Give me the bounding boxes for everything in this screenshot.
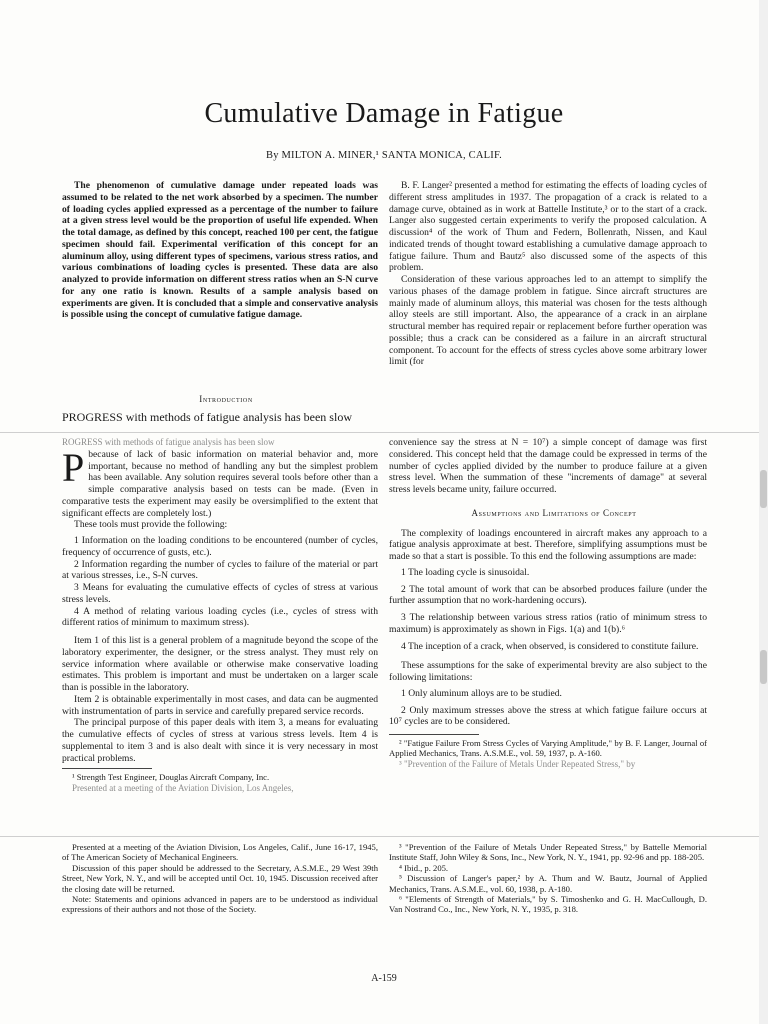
right-column-body <box>389 437 707 769</box>
introduction-heading-block <box>62 394 378 424</box>
right-paragraph-2-continued: convenience say the stress at N = 10⁷) a simple concept of damage was first considered. This concept held that the damage could be expressed in terms of the number of cycles applied divided by the number to produce failure at a given stress level. When the summation of these "increments of damage" at several stress levels became unity, failure occurred. <box>389 437 707 495</box>
intro-paragraph-1: Pbecause of lack of basic information on material behavior and, more important, because no method of handling any but the simplest problem has been available. Any solution requires several tools before other than a simple comparative analysis based on tests can be made. (Even in comparative tests the experiment may easily be oversimplified to the extent that significant effects are completely lost.) <box>62 444 378 519</box>
list-item: 1 Information on the loading conditions to be encountered (number of cycles, frequency of occurrence of gusts, etc.). <box>62 535 378 558</box>
intro-paragraph-4: Item 2 is obtainable experimentally in most cases, and data can be augmented with instrumentation of parts in service and carefully prepared service records. <box>62 693 378 717</box>
intro-ghost-line: ROGRESS with methods of fatigue analysis has been slow <box>62 437 275 447</box>
footnote-5: ⁵ Discussion of Langer's paper,² by A. Thum and W. Bautz, Journal of Applied Mechanics, Trans. A.S.M.E., vol. 60, 1938, p. A-180. <box>389 873 707 894</box>
footnote-4: ⁴ Ibid., p. 205. <box>399 862 449 873</box>
section-heading-assumptions: Assumptions and Limitations of Concept <box>471 507 637 518</box>
right-paragraph-3: The complexity of loadings encountered in aircraft makes any approach to a fatigue analysis approximate at best. Therefore, simplifying assumptions must be made so that a start is possible. To this end the following assumptions are made: <box>389 527 707 562</box>
right-footnotes <box>389 738 707 769</box>
right-column-top <box>389 180 707 368</box>
footnote-ghost-line: ³ "Prevention of the Failure of Metals Under Repeated Stress," by <box>399 758 636 769</box>
scrollbar-thumb[interactable] <box>760 650 767 684</box>
list-item: 3 The relationship between various stress ratios (ratio of minimum stress to maximum) is approximately as shown in Figs. 1(a) and 1(b).⁶ <box>389 612 707 635</box>
scan-seam-2 <box>0 836 768 837</box>
introduction-body <box>62 437 378 793</box>
society-note: Note: Statements and opinions advanced in papers are to be understood as individual expressions of their authors and not those of the Society. <box>62 894 378 915</box>
intro-paragraph-5: The principal purpose of this paper deals with item 3, a means for evaluating the cumulative effects of cycles of stress at various stress levels. Item 4 is supplemental to item 3 and is also dealt with since it is very necessary in most practical problems. <box>62 717 378 764</box>
left-footnotes <box>62 772 378 793</box>
right-footnotes-continued <box>389 842 707 915</box>
list-item: 4 A method of relating various loading cycles (i.e., cycles of stress with different ratios of minimum to maximum stress). <box>62 605 378 629</box>
discussion-note: Discussion of this paper should be addressed to the Secretary, A.S.M.E., 29 West 39th Street, New York, N. Y., and will be accepted until Oct. 10, 1945. Discussion received after the closing date will be returned. <box>62 862 378 894</box>
intro-paragraph-2: These tools must provide the following: <box>74 519 228 531</box>
footnote-1: ¹ Strength Test Engineer, Douglas Aircraft Company, Inc. <box>72 772 270 783</box>
scan-seam-1 <box>0 432 768 433</box>
presented-note: Presented at a meeting of the Aviation Division, Los Angeles, Calif., June 16-17, 1945, of The American Society of Mechanical Engineers. <box>62 842 378 863</box>
paper-title: Cumulative Damage in Fatigue <box>204 98 564 129</box>
right-paragraph-4: These assumptions for the sake of experimental brevity are also subject to the following limitations: <box>389 660 707 683</box>
abstract <box>62 180 378 321</box>
left-footnotes-continued <box>62 842 378 915</box>
list-item: 1 Only aluminum alloys are to be studied. <box>401 687 562 699</box>
author-byline: By MILTON A. MINER,¹ SANTA MONICA, CALIF. <box>265 150 503 161</box>
tools-list <box>62 535 378 629</box>
intro-paragraph-3: Item 1 of this list is a general problem of a magnitude beyond the scope of the laboratory experimenter, the designer, or the stress analyst. They must rely on service information where available or otherwise make conservative loading estimates. This problem is important and must be undertaken on a larger scale than is possible in the laboratory. <box>62 635 378 693</box>
assumptions-list <box>389 567 707 653</box>
footnote-2: ² "Fatigue Failure From Stress Cycles of Varying Amplitude," by B. F. Langer, Journal of Applied Mechanics, Trans. A.S.M.E., vol. 59, 1937, p. A-160. <box>389 738 707 759</box>
list-item: 3 Means for evaluating the cumulative effects of cycles of stress at various stress levels. <box>62 582 378 605</box>
footnote-rule-right <box>389 734 479 735</box>
footnote-6: ⁶ "Elements of Strength of Materials," by S. Timoshenko and G. H. MacCullough, D. Van Nostrand Co., Inc., New York, N. Y., 1935, p. 318. <box>389 894 707 915</box>
list-item: 2 Only maximum stresses above the stress at which fatigue failure occurs at 10⁷ cycles are to be considered. <box>389 704 707 728</box>
scrollbar-thumb[interactable] <box>760 470 767 508</box>
limitations-list <box>389 688 707 728</box>
abstract-text: The phenomenon of cumulative damage under repeated loads was assumed to be related to the net work absorbed by a specimen. The number of loading cycles applied expressed as a percentage of the number to failure at a given stress level would be the proportion of useful life expended. When the total damage, as defined by this concept, reached 100 per cent, the fatigue specimen should fail. Experimental verification of this concept for an aluminum alloy, using different types of specimens, various stress ratios, and various combinations of loading cycles is presented. These data are also analyzed to provide information on different stress ratios when an S-N curve for any one ratio is known. Results of a sample analysis based on experiments are given. It is concluded that a simple and conservative analysis is possible using the concept of cumulative fatigue damage. <box>62 180 378 321</box>
right-paragraph-2: Consideration of these various approaches led to an attempt to simplify the various phases of the damage problem in fatigue. Since aircraft structures are mainly made of aluminum alloys, this material was chosen for the tests although alloy steels are still important. Also, the appearance of a crack in an airplane structural member has required repair or replacement before further operation was possible; thus a crack can be considered as a failure in an aircraft structural component. To account for the effects of stress cycles above some arbitrary lower limit (for <box>389 274 707 368</box>
drop-cap: P <box>62 444 85 490</box>
right-paragraph-1: B. F. Langer² presented a method for estimating the effects of loading cycles of different stress amplitudes in 1937. The propagation of a crack is related to a damage curve, obtained as in work at Battelle Institute,³ or to the start of a crack. Langer also suggested certain experiments to verify the proposed calculation. A discussion⁴ of the work of Thum and Federn, Bollenrath, Nissen, and Kaul indicated trends of thought toward establishing a cumulative damage approach to fatigue failure. Thum and Bautz⁵ also discussed some of the aspects of this problem. <box>389 180 707 274</box>
footnote-ghost-line: Presented at a meeting of the Aviation Division, Los Angeles, <box>72 782 294 793</box>
list-item: 1 The loading cycle is sinusoidal. <box>401 566 530 578</box>
page-number: A-159 <box>371 973 397 984</box>
list-item: 2 The total amount of work that can be absorbed produces failure (under the further assumption that no work-hardening occurs). <box>389 583 707 607</box>
footnote-rule <box>62 768 152 769</box>
intro-first-line: PROGRESS with methods of fatigue analysis has been slow <box>62 409 352 424</box>
section-heading-introduction: Introduction <box>199 394 253 404</box>
footnote-3: ³ "Prevention of the Failure of Metals Under Repeated Stress," by Battelle Memorial Institute Staff, John Wiley & Sons, Inc., New York, N. Y., 1941, pp. 92-96 and pp. 188-205. <box>389 842 707 863</box>
list-item: 2 Information regarding the number of cycles to failure of the material or part at various stresses, i.e., S-N curves. <box>62 558 378 582</box>
vertical-scrollbar[interactable] <box>759 0 768 1024</box>
list-item: 4 The inception of a crack, when observed, is considered to constitute failure. <box>401 640 699 652</box>
